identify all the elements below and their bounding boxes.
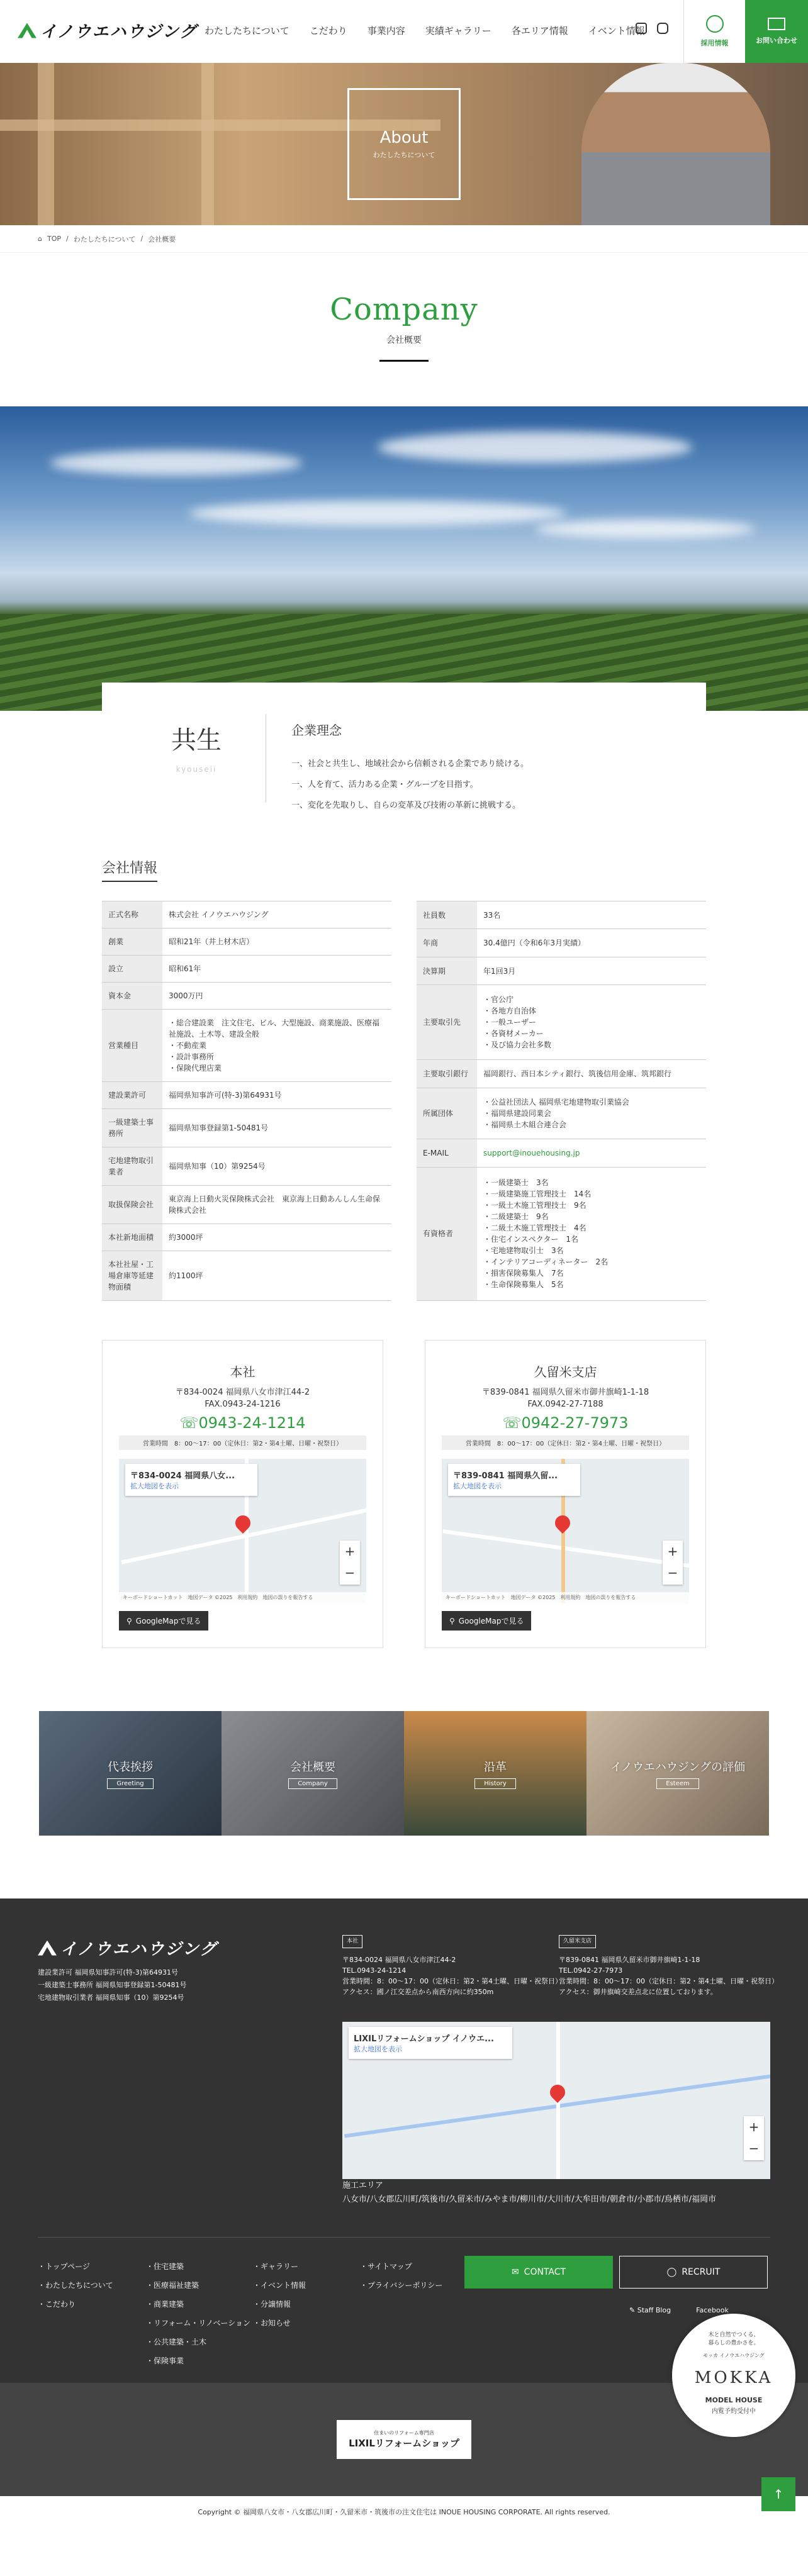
kanji-text: 共生 [171, 726, 222, 755]
info-table-right [417, 901, 706, 1301]
googlemap-button[interactable] [119, 1611, 208, 1631]
lixil-banner[interactable] [337, 2420, 471, 2459]
info-key: 所属団体 [417, 1088, 477, 1139]
info-row [102, 928, 391, 956]
map-pin-icon[interactable] [232, 1512, 254, 1534]
footer-link[interactable]: ・分譲情報 [253, 2300, 291, 2309]
model-logo: MOKKA [694, 2368, 773, 2387]
info-key: 取扱保険会社 [102, 1186, 162, 1224]
contact-label: CONTACT [524, 2267, 566, 2277]
map-footer: キーボードショートカット 地図データ ©2025 利用規約 地図の誤りを報告する [442, 1592, 689, 1603]
info-list-item: ・ 福岡県土木組合連合会 [483, 1119, 700, 1130]
banner-button: Greeting [107, 1778, 153, 1789]
global-nav [205, 24, 645, 37]
info-row [417, 1139, 706, 1167]
tel-number: 0942-27-7973 [521, 1414, 629, 1432]
info-value: 福岡県知事許可(特-3)第64931号 [162, 1082, 391, 1109]
footer-office-line: TEL.0943-24-1214 [342, 1966, 407, 1975]
license-line: 建設業許可 福岡県知事許可(特-3)第64931号 [38, 1968, 179, 1977]
contact-label: お問い合わせ [756, 36, 797, 45]
philosophy-body [291, 720, 529, 818]
info-list-item: ・ 二級土木施工管理技士 4名 [483, 1222, 700, 1234]
info-row [417, 901, 706, 929]
info-key: 資本金 [102, 983, 162, 1010]
office-tag: 久留米支店 [559, 1935, 596, 1948]
map-enlarge-link[interactable]: 拡大地図を表示 [453, 1482, 502, 1490]
model-title: MODEL HOUSE [705, 2396, 763, 2404]
map-card-title: 〒839-0841 福岡県久留... [453, 1471, 558, 1481]
footer-branch [559, 1935, 778, 1997]
map-card-title: LIXILリフォームショップ イノウエ... [354, 2034, 494, 2044]
office-fax: FAX.0943-24-1216 [205, 1400, 281, 1409]
info-key: 正式名称 [102, 901, 162, 928]
info-list-item: ・ 宅地建物取引士 3名 [483, 1245, 700, 1256]
instagram-icon[interactable] [657, 23, 668, 34]
model-copy: 木と自然でつくる、 [708, 2332, 760, 2338]
footer-office-line: アクセス：國ノ江交差点から南西方向に約350m [342, 1988, 494, 1996]
wood-beam [201, 63, 214, 225]
section-title-ja: 会社概要 [386, 335, 422, 345]
footer-link[interactable]: ・プライバシーポリシー [360, 2281, 443, 2290]
map-pin-icon[interactable] [552, 1512, 573, 1534]
info-list-item: ・ 保険代理店業 [169, 1062, 385, 1074]
info-key: E-MAIL [417, 1139, 477, 1167]
info-key: 決算期 [417, 957, 477, 984]
info-value: 昭和61年 [162, 956, 391, 983]
banner-esteem[interactable] [586, 1711, 769, 1836]
info-list-item: ・ 及び協力会社多数 [483, 1039, 700, 1051]
footer-link[interactable]: ・リフォーム・リノベーション [146, 2319, 250, 2328]
office-card-hq [102, 1340, 383, 1648]
banner-greeting[interactable] [39, 1711, 222, 1836]
cloud [535, 520, 755, 538]
logo[interactable] [18, 19, 197, 42]
breadcrumb-sep: / [66, 235, 69, 243]
philosophy-item: 一、変化を先取りし、自らの変革及び技術の革新に挑戦する。 [291, 801, 521, 810]
info-value: 3000万円 [162, 983, 391, 1010]
info-value[interactable]: support@inouehousing.jp [477, 1139, 706, 1167]
info-key: 設立 [102, 956, 162, 983]
person-icon: ◯ [666, 2267, 677, 2277]
about-banners [39, 1711, 769, 1836]
footer-link[interactable]: ・ギャラリー [253, 2262, 299, 2271]
footer-logo-text: イノウエハウジング [60, 1940, 218, 1959]
facebook-icon[interactable] [636, 23, 647, 34]
recruit-label: RECRUIT [682, 2267, 721, 2277]
footer-link[interactable]: ・トップページ [38, 2262, 90, 2271]
info-value: 約1100坪 [162, 1251, 391, 1301]
info-key: 主要取引先 [417, 985, 477, 1060]
arrow-up-icon: ↑ [773, 2487, 784, 2502]
map-footer: キーボードショートカット 地図データ ©2025 利用規約 地図の誤りを報告する [119, 1592, 366, 1603]
title-underline [379, 360, 429, 362]
cloud [50, 450, 302, 476]
info-row [102, 956, 391, 983]
footer-links-2 [146, 2257, 250, 2370]
map-zoom-control[interactable]: + − [744, 2116, 764, 2160]
office-address: 〒834-0024 福岡県八女市津江44-2 [175, 1388, 310, 1397]
breadcrumb-sep: / [140, 235, 143, 243]
hero-title: About [379, 128, 429, 147]
info-row [102, 1224, 391, 1251]
footer-link[interactable]: ・サイトマップ [360, 2262, 412, 2271]
info-row [417, 1060, 706, 1088]
info-list-item: ・ 生命保険募集人 5名 [483, 1279, 700, 1290]
info-value: 年1回3月 [477, 957, 706, 984]
office-hours: 営業時間 8：00～17：00（定休日：第2・第4土曜、日曜・祝祭日） [442, 1436, 689, 1450]
banner-button: History [474, 1778, 516, 1789]
office-card-kurume [425, 1340, 706, 1648]
banner-title: 沿革 [484, 1760, 507, 1774]
nav-about[interactable]: わたしたちについて [205, 25, 289, 36]
banner-company[interactable] [222, 1711, 404, 1836]
page-top-button[interactable] [761, 2477, 795, 2511]
info-row [102, 1082, 391, 1109]
info-key: 社員数 [417, 901, 477, 929]
map-zoom-control[interactable]: + − [663, 1541, 683, 1585]
breadcrumb [0, 225, 808, 253]
nav-gallery[interactable]: 実績ギャラリー [425, 25, 491, 36]
banner-title: イノウエハウジングの評価 [610, 1760, 746, 1774]
info-list-item: ・ 一級建築士 3名 [483, 1177, 700, 1188]
site-footer [0, 1899, 808, 2415]
nav-area[interactable]: 各エリア情報 [511, 25, 568, 36]
footer-link[interactable]: ・商業建築 [146, 2300, 184, 2309]
philosophy-kanji [152, 720, 240, 818]
footer-office-line: 〒839-0841 福岡県久留米市御井旗崎1-1-18 [559, 1956, 700, 1964]
info-key: 主要取引銀行 [417, 1060, 477, 1088]
footer-links-1 [38, 2257, 113, 2314]
phone-icon: ☏ [179, 1414, 199, 1432]
nav-business[interactable]: 事業内容 [367, 25, 405, 36]
contact-button[interactable] [745, 0, 808, 63]
office-address: 〒839-0841 福岡県久留米市御井旗崎1-1-18 [481, 1388, 649, 1397]
site-header [0, 0, 808, 63]
info-list-item: ・ 一級建築施工管理技士 14名 [483, 1188, 700, 1200]
recruit-button[interactable] [683, 0, 745, 63]
tel-number: 0943-24-1214 [198, 1414, 306, 1432]
info-list-item: ・ 住宅インスペクター 1名 [483, 1234, 700, 1245]
footer-link[interactable]: ・イベント情報 [253, 2281, 306, 2290]
info-value [477, 1167, 706, 1300]
office-tel[interactable] [442, 1414, 689, 1432]
info-value: 約3000坪 [162, 1224, 391, 1251]
map-enlarge-link[interactable]: 拡大地図を表示 [130, 1482, 179, 1490]
nav-event[interactable]: イベント情報 [588, 25, 645, 36]
sns-links [636, 23, 668, 34]
pin-icon: ⚲ [126, 1616, 132, 1625]
company-info [102, 857, 706, 1301]
footer-office-line: アクセス：御井旗崎交差点北に位置しております。 [559, 1988, 717, 1996]
blog-links [629, 2306, 729, 2314]
info-list-item: ・ 一級土木施工管理技士 9名 [483, 1200, 700, 1211]
wood-beam [38, 63, 54, 225]
breadcrumb-about[interactable]: わたしたちについて [73, 235, 136, 243]
model-copy: 暮らしの豊かさを。 [708, 2340, 760, 2346]
recruit-label: 採用情報 [700, 39, 729, 47]
map-road [443, 1529, 689, 1568]
nav-kodawari[interactable]: こだわり [309, 25, 347, 36]
pin-icon: ⚲ [449, 1616, 455, 1625]
model-reservation: 内覧予約受付中 [712, 2408, 756, 2415]
googlemap-label: GoogleMapで見る [135, 1617, 201, 1625]
googlemap-label: GoogleMapで見る [458, 1617, 524, 1625]
footer-office-line: 営業時間：8：00～17：00（定休日：第2・第4土曜、日曜・祝祭日） [559, 1977, 778, 1985]
info-value: 福岡県知事（10）第9254号 [162, 1147, 391, 1186]
info-row [417, 957, 706, 984]
model-brand: モッカ イノウエハウジング [703, 2353, 765, 2358]
office-hours: 営業時間 8：00～17：00（定休日：第2・第4土曜、日曜・祝祭日） [119, 1436, 366, 1450]
info-key: 創業 [102, 928, 162, 956]
info-key: 有資格者 [417, 1167, 477, 1300]
company-info-heading: 会社情報 [102, 857, 157, 882]
info-key: 宅地建物取引業者 [102, 1147, 162, 1186]
person-icon [706, 15, 724, 33]
lixil-title: LIXILリフォームショップ [349, 2438, 459, 2449]
info-row [417, 929, 706, 957]
footer-link[interactable]: ・お知らせ [253, 2319, 291, 2328]
map-info-card [448, 1464, 580, 1496]
info-value: 株式会社 イノウエハウジング [162, 901, 391, 928]
copyright-text: Copyright © 福岡県八女市・八女郡広川町・久留米市・筑後市の注文住宅は INOUE HOUSING CORPORATE. All rights reserved. [198, 2508, 610, 2516]
banner-history[interactable] [404, 1711, 586, 1836]
license-line: 宅地建物取引業者 福岡県知事（10）第9254号 [38, 1993, 184, 2002]
section-title-en: Company [330, 292, 478, 327]
footer-office-line: TEL.0942-27-7973 [559, 1966, 623, 1975]
map-card-title: 〒834-0024 福岡県八女... [130, 1471, 235, 1481]
info-value [162, 1010, 391, 1082]
breadcrumb-current: 会社概要 [148, 235, 176, 243]
info-row [102, 1109, 391, 1147]
info-key: 営業種目 [102, 1010, 162, 1082]
philosophy-item: 一、人を育て、活力ある企業・グループを目指す。 [291, 780, 478, 789]
info-list-item: ・ 不動産業 [169, 1040, 385, 1051]
info-list-item: ・ インテリアコーディネーター 2名 [483, 1256, 700, 1268]
info-value: 福岡県知事登録第1-50481号 [162, 1109, 391, 1147]
offices [102, 1340, 706, 1648]
philosophy-card [102, 683, 706, 818]
philosophy-item: 一、社会と共生し、地域社会から信頼される企業であり続ける。 [291, 759, 529, 769]
banner-button: Company [288, 1778, 337, 1789]
logo-mark [38, 1941, 57, 1956]
info-value: 30.4億円（令和6年3月実績） [477, 929, 706, 957]
mail-icon [768, 18, 785, 30]
info-key: 一級建築士事務所 [102, 1109, 162, 1147]
map-info-card [349, 2027, 512, 2059]
footer-office-line: 営業時間：8：00～17：00（定休日：第2・第4土曜、日曜・祝祭日） [342, 1977, 562, 1985]
info-table-left [102, 901, 391, 1301]
staff-blog-link[interactable]: ✎ Staff Blog [629, 2306, 671, 2314]
worker-photo [581, 63, 770, 225]
info-list-item: ・ 各地方自治体 [483, 1005, 700, 1017]
googlemap-button[interactable] [442, 1611, 531, 1631]
info-row [102, 1010, 391, 1082]
info-list-item: ・ 総合建設業 注文住宅、ビル、大型施設、商業施設、医療福祉施設、土木等、建設全般 [169, 1017, 385, 1040]
info-list-item: ・ 損害保険募集人 7名 [483, 1268, 700, 1279]
map-enlarge-link[interactable]: 拡大地図を表示 [354, 2045, 402, 2053]
info-key: 年商 [417, 929, 477, 957]
copyright [0, 2487, 808, 2528]
office-name: 久留米支店 [534, 1364, 597, 1380]
footer-link[interactable]: ・住宅建築 [146, 2262, 184, 2271]
google-map[interactable] [119, 1459, 366, 1603]
office-tag: 本社 [342, 1935, 362, 1948]
service-area [342, 2179, 777, 2207]
info-row [102, 983, 391, 1010]
info-list-item: ・ 設計事務所 [169, 1051, 385, 1062]
info-value: 福岡銀行、西日本シティ銀行、筑後信用金庫、筑邦銀行 [477, 1060, 706, 1088]
info-row [102, 901, 391, 928]
banner-button: Esteem [656, 1778, 699, 1789]
banner-title: 会社概要 [290, 1760, 335, 1774]
footer-link[interactable]: ・公共建築・土木 [146, 2338, 207, 2346]
footer-office-line: 〒834-0024 福岡県八女市津江44-2 [342, 1956, 456, 1964]
footer-link[interactable]: ・こだわり [38, 2300, 76, 2309]
info-list-item: ・ 各資材メーカー [483, 1028, 700, 1039]
cloud [189, 501, 566, 526]
info-list-item: ・ 一般ユーザー [483, 1017, 700, 1028]
footer-logo[interactable] [38, 1936, 217, 1960]
info-value [477, 1088, 706, 1139]
model-house-badge[interactable] [672, 2314, 795, 2437]
service-area-title: 施工エリア [342, 2181, 384, 2190]
hero-subtitle: わたしたちについて [373, 151, 435, 159]
section-title [0, 253, 808, 406]
map-info-card [125, 1464, 257, 1496]
footer-hq [342, 1935, 562, 1997]
map-pin-icon[interactable] [547, 2082, 568, 2103]
tea-field-photo [0, 406, 808, 711]
info-value: 33名 [477, 901, 706, 929]
mail-icon: ✉ [511, 2267, 519, 2277]
license-info [38, 1966, 186, 2004]
banner-title: 代表挨拶 [108, 1760, 153, 1774]
info-row [102, 1251, 391, 1301]
logo-text: イノウエハウジング [40, 23, 198, 42]
phone-icon: ☏ [502, 1414, 522, 1432]
logo-mark [18, 23, 36, 38]
office-name: 本社 [230, 1364, 255, 1380]
google-map[interactable] [442, 1459, 689, 1603]
map-zoom-control[interactable]: + − [340, 1541, 360, 1585]
office-fax: FAX.0942-27-7188 [527, 1400, 603, 1409]
info-key: 本社社屋・工場倉庫等延建物面積 [102, 1251, 162, 1301]
license-line: 一級建築士事務所 福岡県知事登録第1-50481号 [38, 1981, 187, 1989]
info-value: 昭和21年（井上材木店） [162, 928, 391, 956]
info-key: 建設業許可 [102, 1082, 162, 1109]
footer-contact-button[interactable] [464, 2256, 613, 2289]
info-value: 東京海上日動火災保険株式会社 東京海上日動あんしん生命保険株式会社 [162, 1186, 391, 1224]
breadcrumb-top[interactable]: TOP [47, 235, 61, 243]
info-list-item: ・ 二級建築士 9名 [483, 1211, 700, 1222]
footer-recruit-button[interactable] [619, 2256, 768, 2289]
info-list-item: ・ 公益社団法人 福岡県宅地建物取引業協会 [483, 1096, 700, 1108]
info-list-item: ・ 官公庁 [483, 994, 700, 1005]
home-icon: ⌂ [38, 235, 42, 243]
info-row [102, 1147, 391, 1186]
footer-link[interactable]: ・医療福祉建築 [146, 2281, 199, 2290]
kanji-romaji: kyouseii [176, 765, 217, 774]
info-value [477, 985, 706, 1060]
footer-links-3 [253, 2257, 306, 2333]
cloud [378, 432, 692, 463]
blog2-link[interactable]: Facebook [696, 2306, 729, 2314]
info-row [102, 1186, 391, 1224]
footer-links-4 [360, 2257, 442, 2295]
office-tel[interactable] [119, 1414, 366, 1432]
footer-divider [38, 2237, 770, 2238]
philosophy-heading: 企業理念 [291, 723, 342, 738]
info-key: 本社新地面積 [102, 1224, 162, 1251]
footer-link[interactable]: ・保険事業 [146, 2356, 184, 2365]
lixil-sub: 住まいのリフォーム専門店 [374, 2430, 434, 2436]
pen-icon: ✎ [629, 2306, 636, 2314]
info-row [417, 985, 706, 1060]
info-row [417, 1088, 706, 1139]
info-row [417, 1167, 706, 1300]
footer-google-map[interactable] [342, 2022, 770, 2179]
footer-link[interactable]: ・わたしたちについて [38, 2281, 113, 2290]
hero-title-box [347, 88, 461, 200]
service-area-list: 八女市/八女郡広川町/筑後市/久留米市/みやま市/柳川市/大川市/大牟田市/朝倉市/小郡市/鳥栖市/福岡市 [342, 2195, 717, 2204]
info-list-item: ・ 福岡県建設同業会 [483, 1108, 700, 1119]
hero-banner [0, 63, 808, 225]
